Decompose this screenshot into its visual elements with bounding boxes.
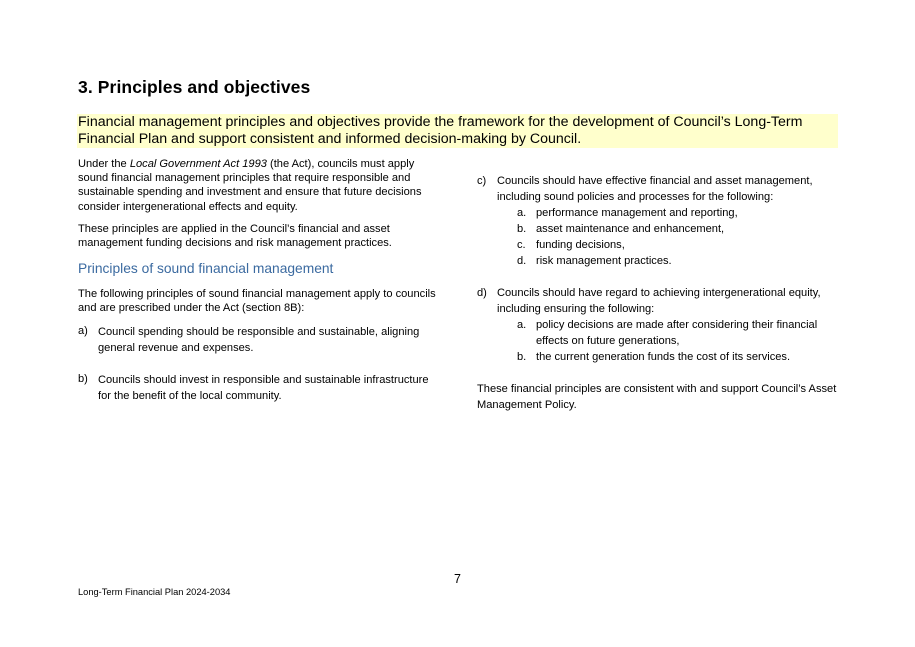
sub-marker: b. (517, 223, 527, 235)
sub-item-text: funding decisions, (536, 239, 625, 251)
sub-item (517, 349, 847, 365)
intro-prefix: Under the (78, 158, 130, 170)
sub-item-text: asset maintenance and enhancement, (536, 223, 725, 235)
sub-item-text: the current generation funds the cost of its services. (536, 351, 791, 363)
sub-item (517, 253, 847, 269)
intro-paragraph (78, 157, 438, 214)
following-paragraph: The following principles of sound financial management apply to councils and are prescribed under the Act (section 8B): (78, 288, 436, 315)
list-item-text: Councils should have effective financial and asset management, including sound policies and processes for the following: (497, 175, 813, 203)
sub-item-text: policy decisions are made after considering their financial effects on future generations, (536, 319, 818, 347)
list-marker: b) (78, 372, 88, 385)
list-item-text: Councils should invest in responsible and sustainable infrastructure for the benefit of the local community. (98, 373, 429, 402)
list-item-text: Council spending should be responsible and sustainable, aligning general revenue and expenses. (98, 325, 420, 354)
sub-item (517, 221, 847, 237)
sub-item-text: risk management practices. (536, 255, 672, 267)
intro-suffix: (the Act), councils must apply sound financial management principles that require responsible and sustainable spending and investment and ensure that future decisions consider intergenerational effects and equity. (78, 158, 422, 213)
page-title: 3. Principles and objectives (78, 77, 311, 97)
sub-item (517, 237, 847, 253)
list-item-text: Councils should have regard to achieving intergenerational equity, including ensuring the following: (497, 287, 821, 315)
principle-item-d (477, 285, 847, 365)
footer-document-title: Long-Term Financial Plan 2024-2034 (78, 587, 231, 597)
left-column (78, 157, 438, 404)
sub-marker: a. (517, 319, 527, 331)
list-marker: a) (78, 324, 88, 337)
principle-item-b (78, 372, 438, 404)
principle-item-a (78, 324, 438, 356)
sub-marker: c. (517, 239, 526, 251)
sub-list (497, 317, 847, 365)
sub-marker: d. (517, 255, 527, 267)
page-number: 7 (454, 572, 461, 586)
sub-marker: a. (517, 207, 527, 219)
sub-item (517, 317, 847, 349)
act-name: Local Government Act 1993 (129, 158, 267, 170)
sub-marker: b. (517, 351, 527, 363)
applied-paragraph: These principles are applied in the Council’s financial and asset management funding decisions and risk management practices. (78, 222, 392, 250)
sub-list (497, 205, 847, 269)
list-marker: d) (477, 287, 487, 299)
list-marker: c) (477, 175, 487, 187)
sub-item-text: performance management and reporting, (536, 207, 738, 219)
right-column (477, 173, 847, 413)
highlighted-lead-paragraph: Financial management principles and objectives provide the framework for the development of Council’s Long-Term Financial Plan and support consistent and informed decision-making by Council. (77, 114, 838, 148)
sub-item (517, 205, 847, 221)
section-subheading: Principles of sound financial management (78, 261, 334, 277)
principle-item-c (477, 173, 847, 269)
closing-paragraph: These financial principles are consistent with and support Council’s Asset Management Policy. (477, 383, 837, 411)
